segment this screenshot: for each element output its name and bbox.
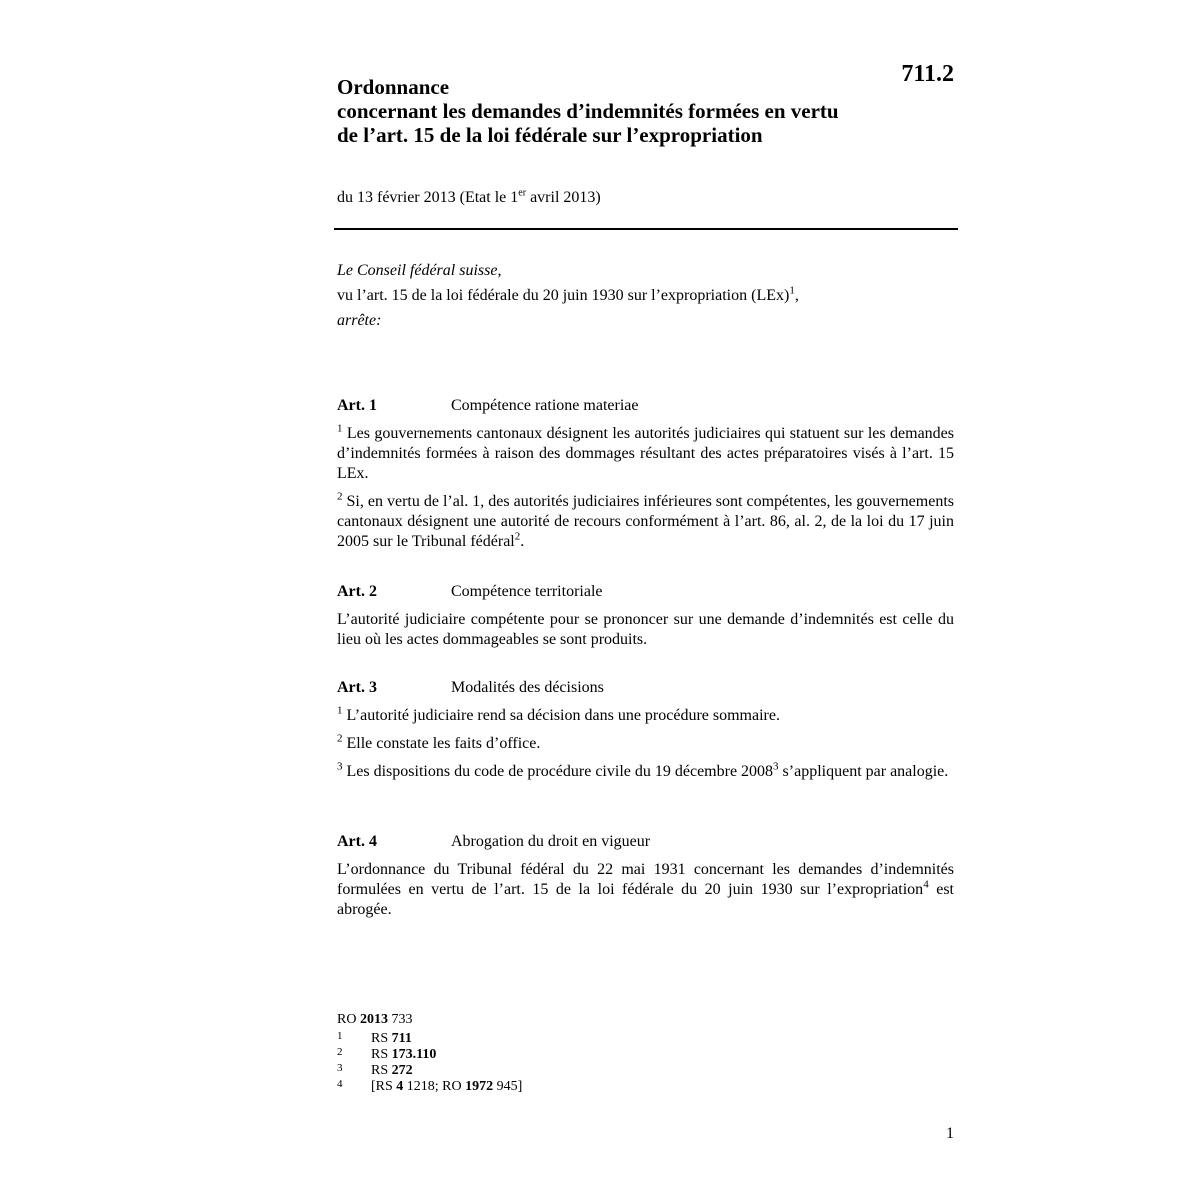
article-number: Art. 3 [337, 679, 377, 696]
preamble-basis [337, 283, 957, 308]
preamble-authority: Le Conseil fédéral suisse, [337, 262, 502, 279]
article-title: Compétence ratione materiae [451, 397, 639, 414]
paragraph-text: Les gouvernements cantonaux désignent les autorités judiciaires qui statuent sur les demandes d’indemnités formées à raison des dommages résultant des actes préparatoires visés à l’art. 15 LEx. [337, 425, 954, 482]
preamble-decree: arrête: [337, 312, 382, 329]
article-number: Art. 4 [337, 833, 377, 850]
header-divider [334, 228, 958, 230]
article-heading [337, 832, 954, 852]
footnote [337, 1031, 737, 1047]
article-3 [337, 678, 954, 782]
paragraph-marker: 2 [337, 490, 343, 503]
article-paragraph [337, 860, 954, 920]
footnote [337, 1079, 737, 1095]
paragraph-end: . [520, 533, 525, 550]
article-paragraph [337, 492, 954, 552]
page-number: 1 [946, 1125, 954, 1142]
footnote-prefix: RS [371, 1031, 392, 1046]
article-heading [337, 678, 954, 698]
paragraph-marker: 3 [337, 760, 343, 773]
document-date [337, 187, 601, 209]
footnote-rest: 945] [493, 1079, 523, 1094]
article-paragraph: L’autorité judiciaire compétente pour se prononcer sur une demande d’indemnités est celle du lieu où les actes dommageables se sont produits. [337, 611, 954, 648]
footnote-ref-4[interactable]: 4 [923, 878, 929, 891]
date-superscript: er [518, 187, 527, 199]
title-line: de l’art. 15 de la loi fédérale sur l’expropriation [337, 123, 763, 147]
ro-prefix: RO [337, 1012, 360, 1027]
paragraph-marker: 1 [337, 422, 343, 435]
date-suffix: avril 2013) [526, 189, 601, 206]
footnote-ref-2[interactable]: 2 [514, 530, 521, 543]
footnote-number: 4 [337, 1078, 343, 1090]
footnote-ref-1[interactable]: 1 [789, 284, 795, 297]
basis-end: , [794, 287, 799, 304]
paragraph-text: L’ordonnance du Tribunal fédéral du 22 mai 1931 concernant les demandes d’indemnités formulées en vertu de l’art. 15 de la loi fédérale du 20 juin 1930 sur l’expropriation [337, 861, 954, 898]
title-line: Ordonnance [337, 75, 450, 99]
paragraph-end: est abrogée. [337, 881, 954, 918]
footnote-prefix: RS [371, 1063, 392, 1078]
article-paragraph [337, 424, 954, 484]
paragraph-text: Les dispositions du code de procédure civile du 19 décembre 2008 [342, 763, 774, 780]
footnote-ref-value[interactable]: 1972 [465, 1079, 494, 1094]
footnote-prefix: [RS [371, 1079, 397, 1094]
footnote-number: 1 [337, 1030, 343, 1042]
date-prefix: du 13 février 2013 (Etat le 1 [337, 189, 519, 206]
paragraph-text: L’autorité judiciaire rend sa décision dans une procédure sommaire. [342, 707, 780, 724]
paragraph-marker: 1 [337, 704, 343, 717]
footnote-prefix: RS [371, 1047, 392, 1062]
preamble [337, 258, 957, 333]
article-number: Art. 1 [337, 397, 377, 414]
article-paragraph [337, 762, 954, 782]
ro-page: 733 [387, 1012, 413, 1027]
sr-number: 711.2 [901, 61, 954, 87]
footnote-number: 2 [337, 1046, 343, 1058]
footnote-number: 3 [337, 1062, 343, 1074]
paragraph-text: Elle constate les faits d’office. [342, 735, 541, 752]
basis-text: vu l’art. 15 de la loi fédérale du 20 juin 1930 sur l’expropriation (LEx) [337, 287, 790, 304]
article-paragraph [337, 706, 954, 726]
footnote [337, 1063, 737, 1079]
footnote-ref-3[interactable]: 3 [773, 760, 779, 773]
footnote-ref-value[interactable]: 173.110 [391, 1047, 437, 1062]
article-title: Abrogation du droit en vigueur [451, 833, 651, 850]
footnote [337, 1047, 737, 1063]
footnotes-section [337, 1011, 737, 1095]
article-title: Compétence territoriale [451, 583, 603, 600]
article-number: Art. 2 [337, 583, 377, 600]
article-1 [337, 396, 954, 552]
article-paragraph [337, 734, 954, 754]
ro-reference [337, 1011, 737, 1029]
footnote-ref-value[interactable]: 4 [396, 1079, 404, 1094]
paragraph-end: s’appliquent par analogie. [778, 763, 949, 780]
article-4 [337, 832, 954, 920]
article-heading [337, 582, 954, 602]
title-line: concernant les demandes d’indemnités formées en vertu [337, 99, 839, 123]
article-2 [337, 582, 954, 650]
paragraph-text: Si, en vertu de l’al. 1, des autorités judiciaires inférieures sont compétentes, les gouvernements cantonaux désignent une autorité de recours conformément à l’art. 86, al. 2, de la loi du 17 juin 2005 sur le Tribunal fédéral [337, 493, 954, 550]
paragraph-marker: 2 [337, 732, 343, 745]
footnote-ref-value[interactable]: 711 [391, 1031, 412, 1046]
ro-year: 2013 [359, 1012, 388, 1027]
article-title: Modalités des décisions [451, 679, 604, 696]
footnote-rest: 1218; RO [403, 1079, 466, 1094]
document-title [337, 75, 937, 147]
footnote-ref-value[interactable]: 272 [391, 1063, 413, 1078]
article-heading [337, 396, 954, 416]
